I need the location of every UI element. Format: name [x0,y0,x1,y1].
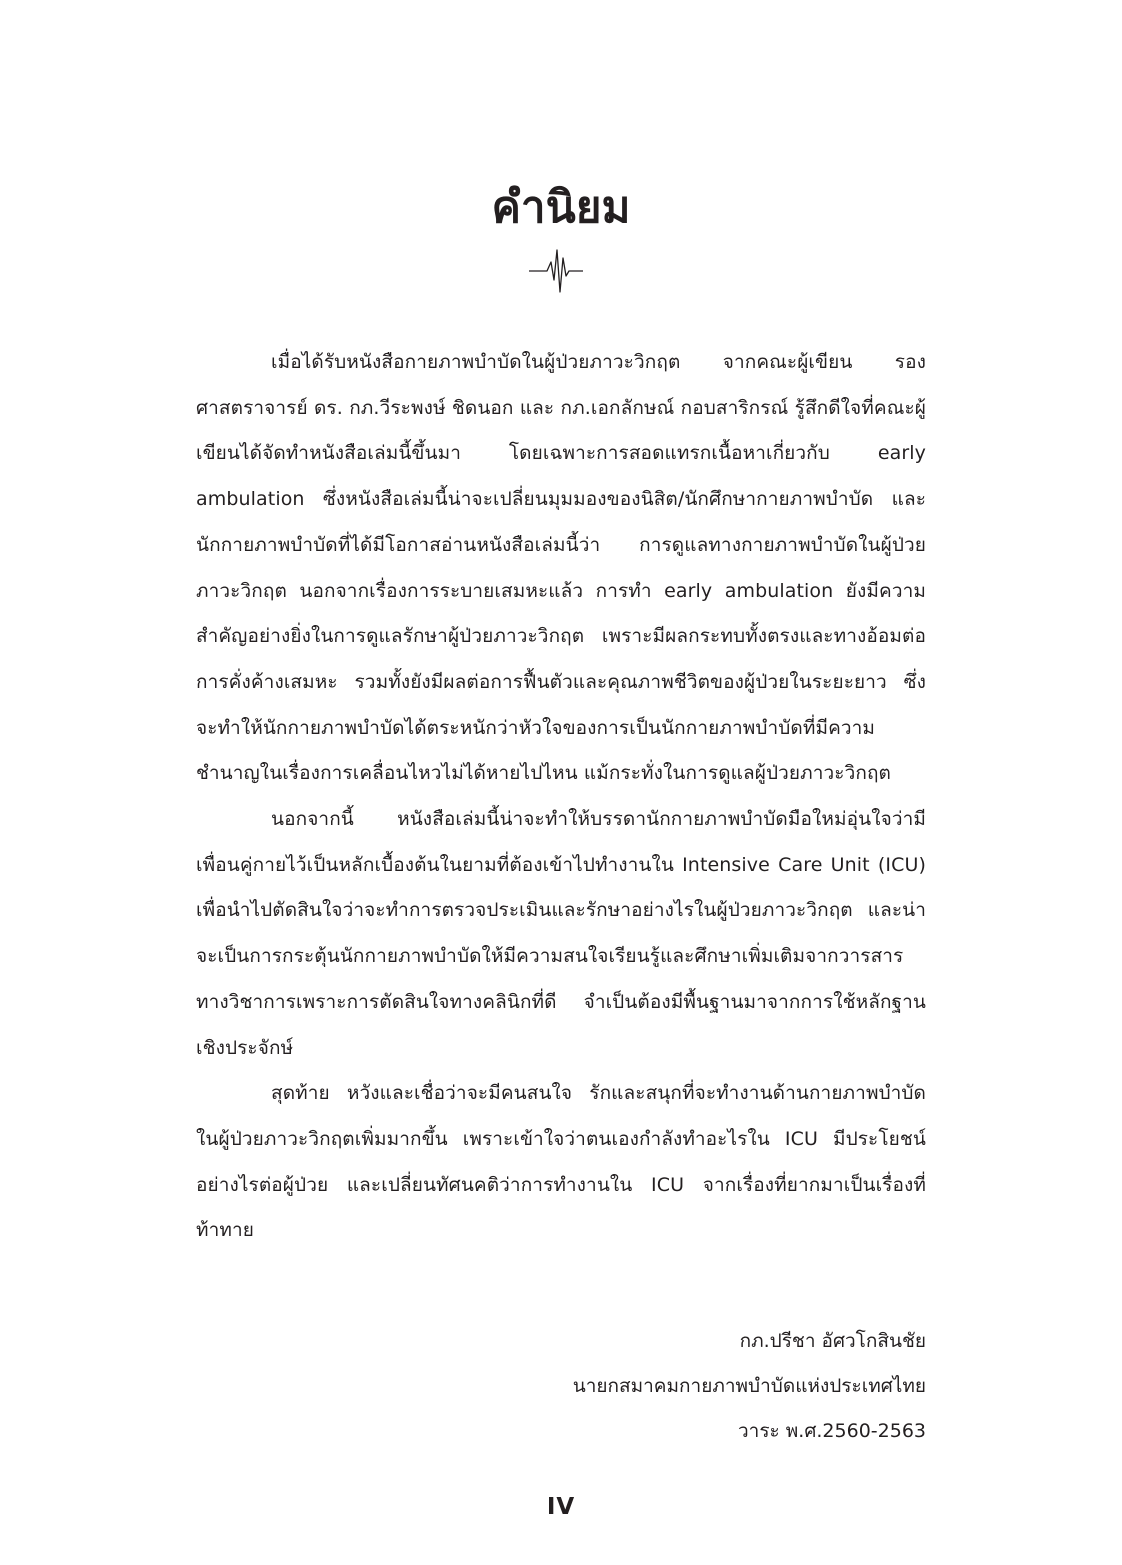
page-title: คำนิยม [491,182,631,233]
heartbeat-icon [529,248,583,294]
signatory-name: กภ.ปรีชา อัศวโกสินชัย [739,1330,926,1352]
foreword-body [196,340,926,1254]
paragraph-3: สุดท้าย หวังและเชื่อว่าจะมีคนสนใจ รักและสนุกที่จะทำงานด้านกายภาพบำบัดในผู้ป่วยภาวะวิกฤตเพิ่มมากขึ้น เพราะเข้าใจว่าตนเองกำลังทำอะไรใน ICU มีประโยชน์อย่างไรต่อผู้ป่วย และเปลี่ยนทัศนคติว่าการทำงานใน ICU จากเรื่องที่ยากมาเป็นเรื่องที่ท้าทาย [196,1082,926,1242]
page-number: IV [546,1494,576,1520]
signatory-position: นายกสมาคมกายภาพบำบัดแห่งประเทศไทย [572,1375,926,1397]
signatory-term: วาระ พ.ศ.2560-2563 [737,1420,926,1442]
signature-block [573,1319,926,1454]
paragraph-1: เมื่อได้รับหนังสือกายภาพบำบัดในผู้ป่วยภาวะวิกฤต จากคณะผู้เขียน รองศาสตราจารย์ ดร. กภ.วีระพงษ์ ชิดนอก และ กภ.เอกลักษณ์ กอบสาริกรณ์ รู้สึกดีใจที่คณะผู้เขียนได้จัดทำหนังสือเล่มนี้ขึ้นมา โดยเฉพาะการสอดแทรกเนื้อหาเกี่ยวกับ early ambulation ซึ่งหนังสือเล่มนี้น่าจะเปลี่ยนมุมมองของนิสิต/นักศึกษากายภาพบำบัด และนักกายภาพบำบัดที่ได้มีโอกาสอ่านหนังสือเล่มนี้ว่า การดูแลทางกายภาพบำบัดในผู้ป่วยภาวะวิกฤต นอกจากเรื่องการระบายเสมหะแล้ว การทำ early ambulation ยังมีความสำคัญอย่างยิ่งในการดูแลรักษาผู้ป่วยภาวะวิกฤต เพราะมีผลกระทบทั้งตรงและทางอ้อมต่อการคั่งค้างเสมหะ รวมทั้งยังมีผลต่อการฟื้นตัวและคุณภาพชีวิตของผู้ป่วยในระยะยาว ซึ่งจะทำให้นักกายภาพบำบัดได้ตระหนักว่าหัวใจของการเป็นนักกายภาพบำบัดที่มีความชำนาญในเรื่องการเคลื่อนไหวไม่ได้หายไปไหน แม้กระทั่งในการดูแลผู้ป่วยภาวะวิกฤต [196,351,926,785]
paragraph-2: นอกจากนี้ หนังสือเล่มนี้น่าจะทำให้บรรดานักกายภาพบำบัดมือใหม่อุ่นใจว่ามีเพื่อนคู่กายไว้เป็นหลักเบื้องต้นในยามที่ต้องเข้าไปทำงานใน Intensive Care Unit (ICU) เพื่อนำไปตัดสินใจว่าจะทำการตรวจประเมินและรักษาอย่างไรในผู้ป่วยภาวะวิกฤต และน่าจะเป็นการกระตุ้นนักกายภาพบำบัดให้มีความสนใจเรียนรู้และศึกษาเพิ่มเติมจากวารสารทางวิชาการเพราะการตัดสินใจทางคลินิกที่ดี จำเป็นต้องมีพื้นฐานมาจากการใช้หลักฐานเชิงประจักษ์ [196,808,926,1059]
